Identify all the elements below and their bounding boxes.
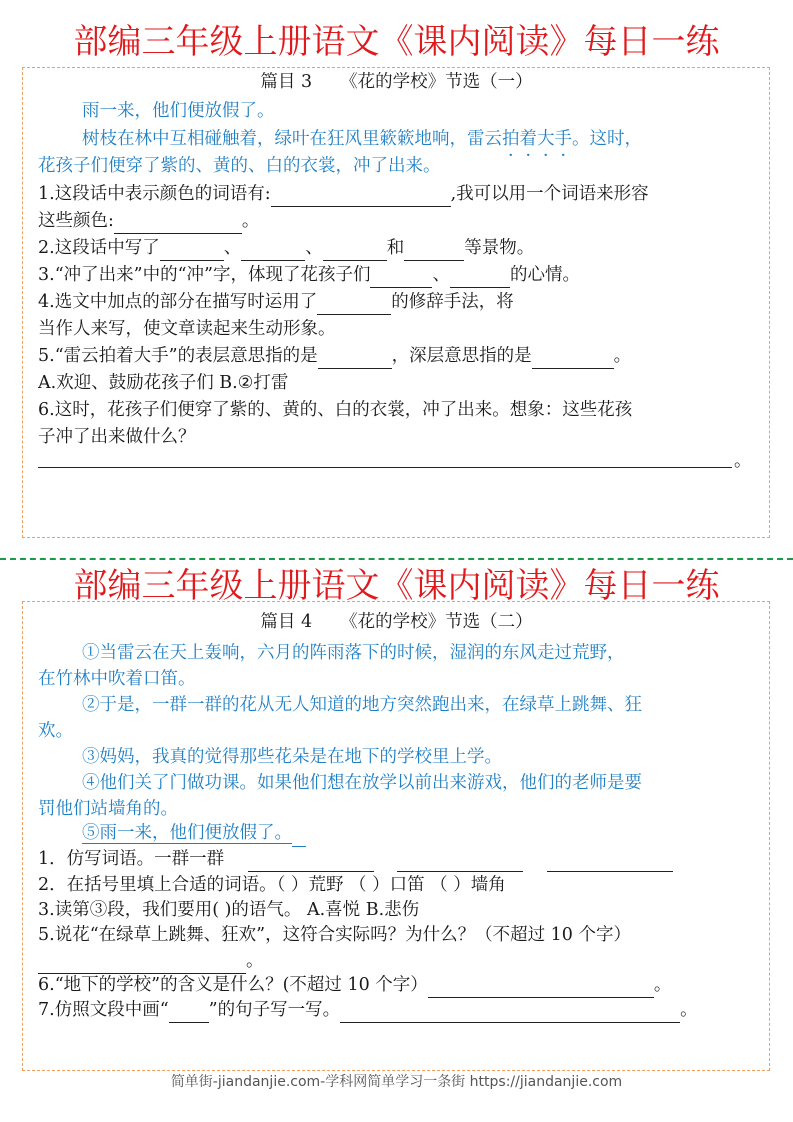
- q1-text-3: 这些颜色:: [38, 211, 114, 231]
- separator-comma: 、: [432, 265, 450, 285]
- answer-blank[interactable]: [169, 1003, 209, 1023]
- q5-text: 5.“雷云拍着大手”的表层意思指的是: [38, 346, 318, 366]
- underlined-sentence: ⑤雨一来，他们便放假了。: [82, 823, 292, 843]
- section4-passage-line-1: ①当雷云在天上轰响，六月的阵雨落下的时候，湿润的东风走过荒野，: [82, 643, 625, 663]
- answer-blank[interactable]: [547, 852, 673, 872]
- section3-q6: 6.这时，花孩子们便穿了紫的、黄的、白的衣裳，冲了出来。想象：这些花孩: [38, 400, 633, 420]
- section3-q6-answer-line[interactable]: [38, 467, 732, 468]
- q5-end: 。: [613, 346, 632, 366]
- footer-text: 简单街-jiandanjie.com-学科网简单学习一条街 https://jiandanjie.com: [170, 1074, 623, 1090]
- separator-and: 和: [386, 238, 405, 258]
- separator-comma: 、: [223, 238, 242, 258]
- section4-passage-line-6: ④他们关了门做功课。如果他们想在放学以前出来游戏，他们的老师是要: [82, 773, 642, 793]
- section4-passage-line-3: ②于是，一群一群的花从无人知道的地方突然跑出来，在绿草上跳舞、狂: [82, 695, 642, 715]
- answer-blank[interactable]: [271, 187, 451, 207]
- section3-title: [0, 70, 793, 94]
- q3-text: 3.“冲了出来”中的“冲”字，体现了花孩子们: [38, 265, 371, 285]
- section4-passage-line-5: ③妈妈，我真的觉得那些花朵是在地下的学校里上学。: [82, 747, 502, 767]
- section3-title-num: 篇目 3: [260, 72, 313, 92]
- section4-q5: 5.说花“在绿草上跳舞、狂欢”，这符合实际吗？为什么？（不超过 10 个字）: [38, 925, 631, 945]
- section4-q3: 3.读第③段，我们要用( )的语气。 A.喜悦 B.悲伤: [38, 900, 420, 920]
- section3-q3: [38, 262, 580, 288]
- section3-q6-end: 。: [734, 451, 752, 471]
- q4-text-2: 的修辞手法，将: [391, 292, 514, 312]
- section3-q2: [38, 235, 534, 261]
- section3-q5: [38, 343, 631, 369]
- banner-title-2: 部编三年级上册语文《课内阅读》每日一练: [73, 566, 720, 606]
- section4-title-text: 《花的学校》节选（二）: [340, 612, 533, 632]
- section3-q6-cont: 子冲了出来做什么？: [38, 427, 196, 447]
- q2-end: 等景物。: [464, 238, 535, 258]
- q1-end: 。: [241, 211, 260, 231]
- separator-comma: 、: [305, 238, 323, 258]
- answer-blank[interactable]: [160, 241, 224, 261]
- section3-passage-line-1: 雨一来，他们便放假了。: [82, 101, 275, 121]
- cut-separator: [0, 558, 793, 560]
- answer-blank[interactable]: [317, 295, 391, 315]
- answer-blank[interactable]: [370, 268, 432, 288]
- banner-title: 部编三年级上册语文《课内阅读》每日一练: [73, 22, 720, 62]
- section4-q6: [38, 972, 671, 998]
- section4-q1: [38, 846, 673, 872]
- dotted-char: 着: [519, 129, 537, 149]
- q1-text: 1.这段话中表示颜色的词语有:: [38, 184, 271, 204]
- q6-text: 6.“地下的学校”的含义是什么？(不超过 10 个字）: [38, 975, 428, 995]
- section3-passage-line-3: 花孩子们便穿了紫的、黄的、白的衣裳，冲了出来。: [38, 156, 441, 176]
- section4-title: [0, 610, 793, 634]
- section4-q5-answer: [38, 948, 264, 974]
- section3-q1: [38, 181, 649, 207]
- dotted-char: 大: [537, 129, 555, 149]
- section4-title-num: 篇目 4: [260, 612, 313, 632]
- section4-passage-line-2: 在竹林中吹着口笛。: [38, 669, 196, 689]
- answer-blank[interactable]: [450, 268, 510, 288]
- q2-text: 2.这段话中写了: [38, 238, 160, 258]
- q3-end: 的心情。: [509, 265, 580, 285]
- q7-text-2: ”的句子写一写。: [208, 1000, 341, 1020]
- section3-passage-line-2: [82, 126, 642, 152]
- q7-end: 。: [680, 1000, 698, 1020]
- answer-blank[interactable]: [397, 852, 523, 872]
- answer-blank[interactable]: [323, 241, 387, 261]
- section3-title-text: 《花的学校》节选（一）: [340, 72, 533, 92]
- section3-q1-cont: [38, 208, 259, 234]
- dotted-char: 拍: [502, 129, 520, 149]
- q4-text: 4.选文中加点的部分在描写时运用了: [38, 292, 318, 312]
- underline-tail: [292, 820, 306, 847]
- section3-q4: [38, 289, 514, 315]
- answer-blank[interactable]: [404, 241, 464, 261]
- section4-q2: 2．在括号里填上合适的词语。（ ）荒野 （ ）口笛 （ ）墙角: [38, 875, 506, 895]
- q7-text: 7.仿照文段中画“: [38, 1000, 169, 1020]
- answer-blank[interactable]: [532, 349, 614, 369]
- answer-blank[interactable]: [114, 214, 242, 234]
- answer-blank[interactable]: [38, 954, 246, 974]
- q5-text-2: ，深层意思指的是: [391, 346, 532, 366]
- section3-q4-cont: 当作人来写，使文章读起来生动形象。: [38, 319, 336, 339]
- section4-q7: [38, 997, 698, 1023]
- answer-blank[interactable]: [248, 852, 374, 872]
- q5-end: 。: [246, 951, 264, 971]
- q1-text: 1．仿写词语。一群一群: [38, 849, 225, 869]
- dotted-char: 手: [554, 129, 572, 149]
- section4-passage-line-4: 欢。: [38, 721, 73, 741]
- answer-blank[interactable]: [428, 978, 654, 998]
- section4-passage-line-7: 罚他们站墙角的。: [38, 799, 178, 819]
- answer-blank[interactable]: [241, 241, 305, 261]
- passage-text: 。这时，: [572, 129, 642, 149]
- section4-passage-line-8: [82, 820, 306, 847]
- section3-q5-options: A.欢迎、鼓励花孩子们 B.②打雷: [38, 373, 289, 393]
- q1-text-2: ,我可以用一个词语来形容: [450, 184, 649, 204]
- q6-end: 。: [653, 975, 672, 995]
- passage-text: 树枝在林中互相碰触着，绿叶在狂风里簌簌地响，雷云: [82, 129, 502, 149]
- answer-blank[interactable]: [318, 349, 392, 369]
- answer-blank[interactable]: [340, 1003, 680, 1023]
